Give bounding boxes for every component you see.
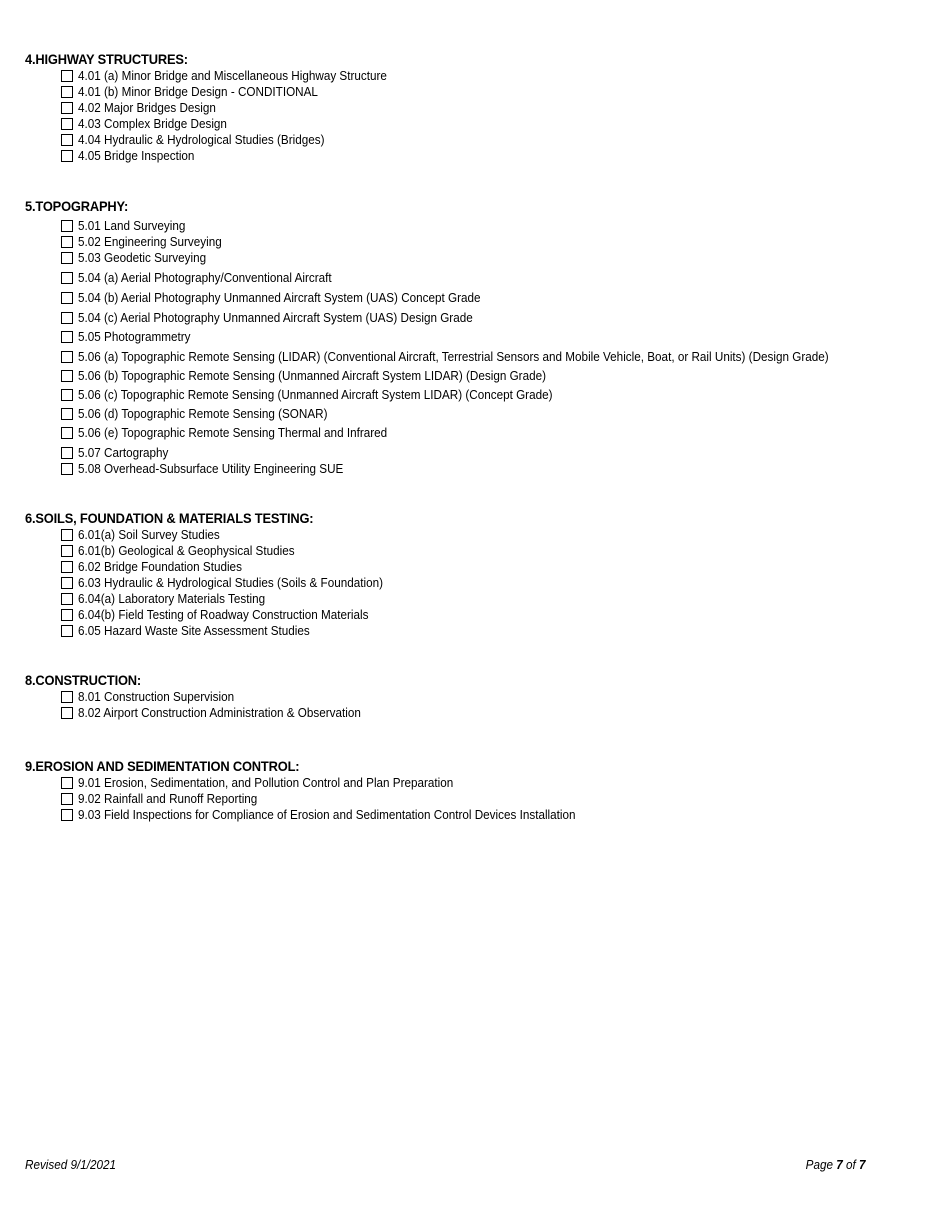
- checkbox-label: 6.05 Hazard Waste Site Assessment Studies: [78, 623, 310, 638]
- checkbox-item[interactable]: [61, 329, 203, 345]
- revised-date: Revised 9/1/2021: [25, 1157, 117, 1172]
- checkbox-item[interactable]: [61, 705, 392, 721]
- page-prefix: Page: [806, 1157, 837, 1172]
- checkbox[interactable]: [61, 312, 73, 324]
- checkbox-label: 5.04 (b) Aerial Photography Unmanned Aircraft System (UAS) Concept Grade: [78, 290, 481, 305]
- checkbox-label: 6.02 Bridge Foundation Studies: [78, 559, 242, 574]
- page-current: 7: [836, 1157, 844, 1172]
- checkbox-label: 6.03 Hydraulic & Hydrological Studies (Soils & Foundation): [78, 575, 384, 590]
- checkbox-label: 5.03 Geodetic Surveying: [78, 250, 207, 265]
- checkbox-item[interactable]: [61, 623, 335, 639]
- checkbox[interactable]: [61, 577, 73, 589]
- checkbox[interactable]: [61, 150, 73, 162]
- checkbox[interactable]: [61, 691, 73, 703]
- checkbox[interactable]: [61, 545, 73, 557]
- page-total: 7: [859, 1157, 866, 1172]
- checkbox-item[interactable]: [61, 270, 360, 286]
- checkbox-item[interactable]: [61, 234, 238, 250]
- checkbox[interactable]: [61, 236, 73, 248]
- checkbox[interactable]: [61, 118, 73, 130]
- checkbox-item[interactable]: [61, 607, 401, 623]
- checkbox-item[interactable]: [61, 218, 197, 234]
- checkbox[interactable]: [61, 609, 73, 621]
- checkbox-item[interactable]: [61, 68, 421, 84]
- checkbox[interactable]: [61, 593, 73, 605]
- checkbox-label: 6.01(b) Geological & Geophysical Studies: [78, 543, 295, 558]
- checkbox-item[interactable]: [61, 290, 525, 306]
- checkbox-item[interactable]: [61, 559, 260, 575]
- checkbox[interactable]: [61, 793, 73, 805]
- checkbox-item[interactable]: [61, 575, 417, 591]
- checkbox[interactable]: [61, 707, 73, 719]
- checkbox-label: 6.01(a) Soil Survey Studies: [78, 527, 220, 542]
- checkbox-label: 9.02 Rainfall and Runoff Reporting: [78, 791, 258, 806]
- checkbox-label: 5.06 (b) Topographic Remote Sensing (Unmanned Aircraft System LIDAR) (Design Grade): [78, 368, 546, 383]
- checkbox[interactable]: [61, 408, 73, 420]
- checkbox-label: 5.05 Photogrammetry: [78, 329, 191, 344]
- checkbox[interactable]: [61, 292, 73, 304]
- checkbox[interactable]: [61, 252, 73, 264]
- checkbox[interactable]: [61, 102, 73, 114]
- checkbox[interactable]: [61, 331, 73, 343]
- checkbox-label: 4.05 Bridge Inspection: [78, 148, 195, 163]
- checkbox-label: 4.03 Complex Bridge Design: [78, 116, 227, 131]
- checkbox-label: 5.08 Overhead-Subsurface Utility Engineering SUE: [78, 461, 344, 476]
- checkbox-label: 9.03 Field Inspections for Compliance of Erosion and Sedimentation Control Devices Installation: [78, 807, 576, 822]
- section-title: 8.CONSTRUCTION:: [25, 672, 142, 688]
- checkbox-item[interactable]: [61, 445, 178, 461]
- checkbox[interactable]: [61, 561, 73, 573]
- checkbox-item[interactable]: [61, 100, 231, 116]
- section-highway-structures: [25, 51, 202, 67]
- checkbox-label: 9.01 Erosion, Sedimentation, and Pollution Control and Plan Preparation: [78, 775, 454, 790]
- checkbox-item[interactable]: [61, 689, 251, 705]
- checkbox[interactable]: [61, 370, 73, 382]
- checkbox-item[interactable]: [61, 250, 220, 266]
- checkbox-item[interactable]: [61, 349, 912, 365]
- checkbox-item[interactable]: [61, 84, 345, 100]
- checkbox[interactable]: [61, 272, 73, 284]
- section-soils-foundation-materials: [25, 510, 338, 526]
- checkbox-item[interactable]: [61, 543, 319, 559]
- checkbox-item[interactable]: [61, 807, 631, 823]
- checkbox[interactable]: [61, 389, 73, 401]
- checkbox[interactable]: [61, 777, 73, 789]
- checkbox[interactable]: [61, 447, 73, 459]
- checkbox-label: 8.01 Construction Supervision: [78, 689, 235, 704]
- checkbox-label: 4.02 Major Bridges Design: [78, 100, 216, 115]
- checkbox-item[interactable]: [61, 461, 373, 477]
- checkbox-label: 5.02 Engineering Surveying: [78, 234, 222, 249]
- checkbox-label: 5.04 (c) Aerial Photography Unmanned Aircraft System (UAS) Design Grade: [78, 310, 473, 325]
- checkbox-item[interactable]: [61, 527, 236, 543]
- checkbox[interactable]: [61, 86, 73, 98]
- checkbox[interactable]: [61, 463, 73, 475]
- checkbox[interactable]: [61, 529, 73, 541]
- checkbox-label: 4.01 (b) Minor Bridge Design - CONDITIONAL: [78, 84, 318, 99]
- checkbox-label: 5.06 (c) Topographic Remote Sensing (Unmanned Aircraft System LIDAR) (Concept Grade): [78, 387, 553, 402]
- page-number: [806, 1157, 866, 1173]
- checkbox-item[interactable]: [61, 132, 352, 148]
- section-title: 9.EROSION AND SEDIMENTATION CONTROL:: [25, 758, 300, 774]
- checkbox[interactable]: [61, 351, 73, 363]
- section-topography: [25, 198, 137, 214]
- checkbox-label: 5.06 (e) Topographic Remote Sensing Thermal and Infrared: [78, 425, 388, 440]
- checkbox-item[interactable]: [61, 425, 422, 441]
- checkbox-label: 4.04 Hydraulic & Hydrological Studies (Bridges): [78, 132, 325, 147]
- checkbox[interactable]: [61, 134, 73, 146]
- checkbox-item[interactable]: [61, 368, 598, 384]
- checkbox-label: 5.01 Land Surveying: [78, 218, 186, 233]
- checkbox[interactable]: [61, 427, 73, 439]
- page-of: of: [843, 1157, 860, 1172]
- checkbox-label: 5.07 Cartography: [78, 445, 169, 460]
- section-title: 6.SOILS, FOUNDATION & MATERIALS TESTING:: [25, 510, 314, 526]
- checkbox-item[interactable]: [61, 775, 495, 791]
- checkbox-item[interactable]: [61, 310, 517, 326]
- checkbox-label: 6.04(a) Laboratory Materials Testing: [78, 591, 266, 606]
- checkbox-item[interactable]: [61, 406, 355, 422]
- checkbox-item[interactable]: [61, 148, 207, 164]
- checkbox-item[interactable]: [61, 387, 605, 403]
- checkbox-label: 5.06 (d) Topographic Remote Sensing (SONAR): [78, 406, 328, 421]
- section-title: 4.HIGHWAY STRUCTURES:: [25, 51, 188, 67]
- checkbox-label: 5.04 (a) Aerial Photography/Conventional Aircraft: [78, 270, 332, 285]
- checkbox[interactable]: [61, 220, 73, 232]
- section-title: 5.TOPOGRAPHY:: [25, 198, 129, 214]
- section-construction: [25, 672, 151, 688]
- checkbox-label: 8.02 Airport Construction Administration & Observation: [78, 705, 361, 720]
- section-erosion-sedimentation-control: [25, 758, 323, 774]
- checkbox[interactable]: [61, 625, 73, 637]
- checkbox[interactable]: [61, 70, 73, 82]
- checkbox-item[interactable]: [61, 116, 243, 132]
- checkbox-label: 4.01 (a) Minor Bridge and Miscellaneous Highway Structure: [78, 68, 387, 83]
- checkbox-item[interactable]: [61, 591, 286, 607]
- checkbox-item[interactable]: [61, 791, 277, 807]
- checkbox-label: 6.04(b) Field Testing of Roadway Construction Materials: [78, 607, 369, 622]
- checkbox-label: 5.06 (a) Topographic Remote Sensing (LIDAR) (Conventional Aircraft, Terrestrial Sensors and Mobile Vehicle, Boat, or Rail Units) (Design Grade): [78, 349, 829, 364]
- checkbox[interactable]: [61, 809, 73, 821]
